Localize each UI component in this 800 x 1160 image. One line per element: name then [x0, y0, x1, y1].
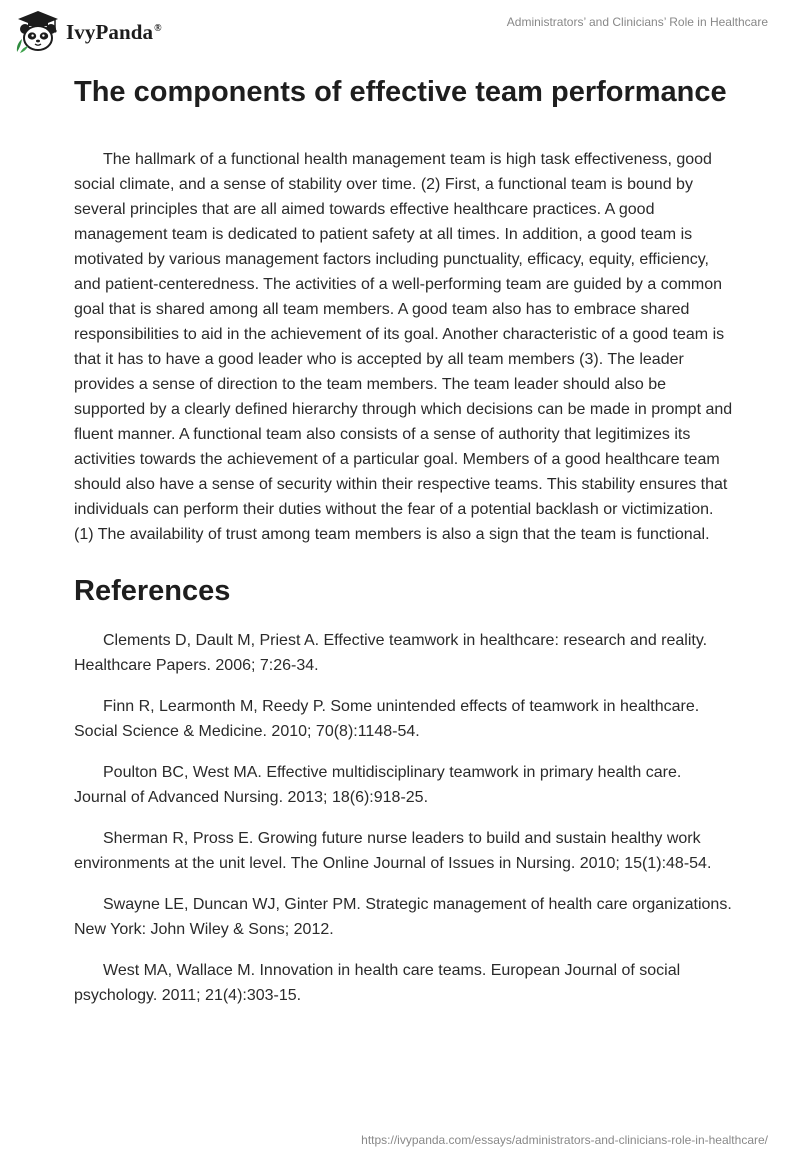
- reference-item: West MA, Wallace M. Innovation in health care teams. European Journal of social psychology. 2011; 21(4):303-15.: [74, 962, 681, 1004]
- panda-graduate-icon: [14, 8, 62, 54]
- ivypanda-logo[interactable]: [14, 8, 162, 54]
- references-heading: References: [74, 575, 231, 607]
- reference-item: Sherman R, Pross E. Growing future nurse leaders to build and sustain healthy work environments at the unit level. The Online Journal of Issues in Nursing. 2010; 15(1):48-54.: [74, 830, 712, 872]
- reference-item: Finn R, Learmonth M, Reedy P. Some unintended effects of teamwork in healthcare. Social Science & Medicine. 2010; 70(8):1148-54.: [74, 698, 700, 740]
- reference-item: Poulton BC, West MA. Effective multidisciplinary teamwork in primary health care. Journal of Advanced Nursing. 2013; 18(6):918-25.: [74, 764, 682, 806]
- reference-item: Swayne LE, Duncan WJ, Ginter PM. Strategic management of health care organizations. New York: John Wiley & Sons; 2012.: [74, 896, 732, 938]
- section-heading: The components of effective team performance: [74, 76, 727, 108]
- document-title: Administrators’ and Clinicians’ Role in Healthcare: [506, 15, 768, 29]
- source-url-link[interactable]: https://ivypanda.com/essays/administrators-and-clinicians-role-in-healthcare/: [361, 1133, 768, 1147]
- references-list: [74, 628, 734, 1008]
- reference-item: Clements D, Dault M, Priest A. Effective teamwork in healthcare: research and reality. Healthcare Papers. 2006; 7:26-34.: [74, 632, 708, 674]
- logo-wordmark: IvyPanda®: [66, 19, 162, 44]
- page-header: [0, 0, 800, 60]
- article-body: [74, 73, 734, 1024]
- section-paragraph: The hallmark of a functional health management team is high task effectiveness, good social climate, and a sense of stability over time. (2) First, a functional team is bound by several principles that are all aimed towards effective healthcare practices. A good management team is dedicated to patient safety at all times. In addition, a good team is motivated by various management factors including punctuality, efficacy, equity, efficiency, and patient-centeredness. The activities of a well-performing team are guided by a common goal that is shared among all team members. A good team also has to embrace shared responsibilities to aid in the achievement of its goal. Another characteristic of a good team is that it has to have a good leader who is accepted by all team members (3). The leader provides a sense of direction to the team members. The team leader should also be supported by a clearly defined hierarchy through which decisions can be made in prompt and fluent manner. A functional team also consists of a sense of authority that legitimizes its activities towards the achievement of a particular goal. Members of a good healthcare team should also have a sense of security within their respective teams. This stability ensures that individuals can perform their duties without the fear of a potential backlash or victimization. (1) The availability of trust among team members is also a sign that the team is functional.: [74, 151, 733, 543]
